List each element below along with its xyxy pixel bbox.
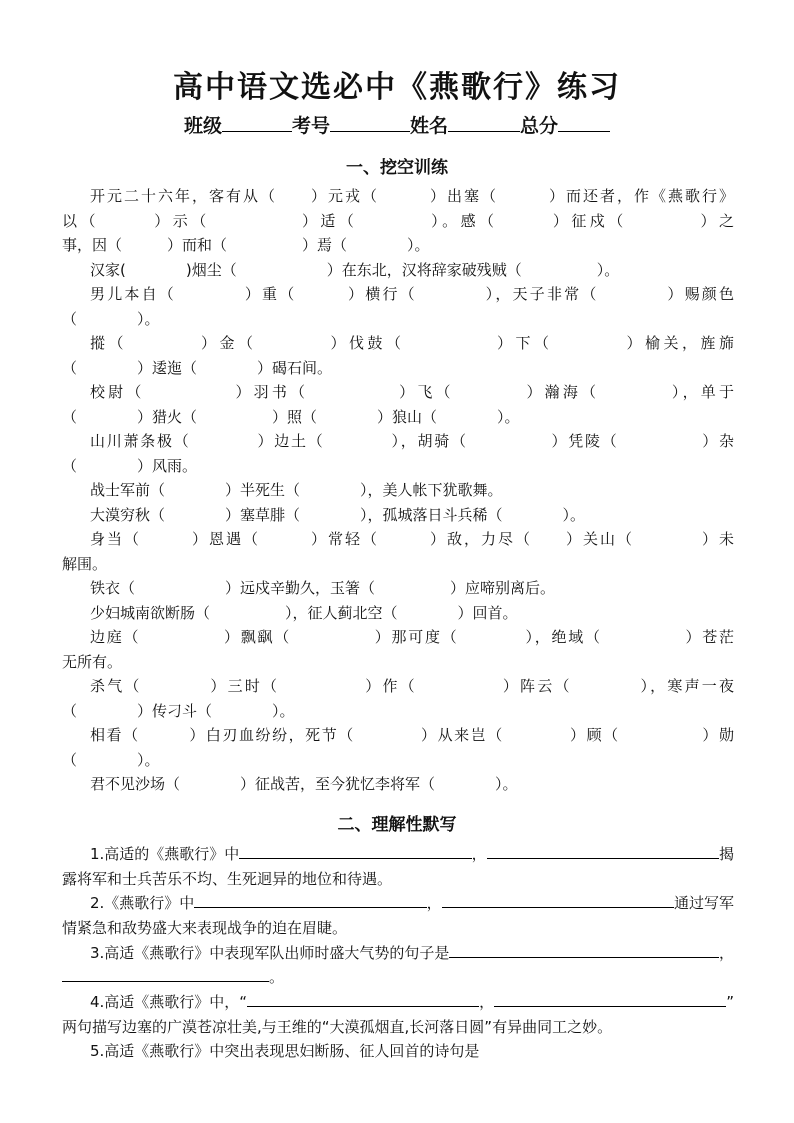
fill-blank-line: 汉家( )烟尘（ ）在东北，汉将辞家破残贼（ ）。: [90, 260, 620, 279]
question-1-text: 1.高适的《燕歌行》中: [90, 845, 240, 863]
score-label: 总分: [520, 115, 559, 137]
page-title: 高中语文选必中《燕歌行》练习: [173, 70, 621, 105]
question-2-text-end: 通过写军: [673, 894, 734, 912]
question-5-line: 5.高适《燕歌行》中突出表现思妇断肠、征人回首的诗句是: [90, 1042, 480, 1060]
fill-blank-line: 杀气（ ）三时（ ）作（ ）阵云（ ），寒声一夜: [90, 677, 734, 695]
question-4-blank-2[interactable]: [494, 992, 726, 1007]
fill-blank-line: （ ）逶迤（ ）碣石间。: [62, 358, 333, 377]
question-3-blank-2[interactable]: [62, 967, 269, 982]
fill-blank-line: 男儿本自（ ）重（ ）横行（ ），天子非常（ ）赐颜色: [90, 285, 734, 303]
score-blank[interactable]: [558, 113, 610, 132]
name-blank[interactable]: [448, 113, 520, 132]
fill-blank-line: （ ）猎火（ ）照（ ）狼山（ ）。: [62, 407, 520, 426]
fill-blank-line: （ ）风雨。: [62, 456, 198, 475]
fill-blank-line: 摐（ ）金（ ）伐鼓（ ）下（ ）榆关，旌旆: [90, 334, 734, 352]
fill-blank-line: 身当（ ）恩遇（ ）常轻（ ）敌，力尽（ ）关山（ ）未: [90, 530, 734, 548]
question-3-comma: ，: [718, 944, 734, 962]
question-3-line-2: [62, 966, 284, 987]
question-1-text-end: 揭: [718, 845, 734, 863]
fill-blank-line: 山川萧条极（ ）边土（ ），胡骑（ ）凭陵（ ）杂: [90, 432, 734, 450]
fill-blank-line: （ ）传刁斗（ ）。: [62, 701, 295, 720]
question-2-blank-2[interactable]: [442, 893, 674, 908]
question-4-comma: ，: [479, 993, 495, 1011]
fill-blank-line: 少妇城南欲断肠（ ），征人蓟北空（ ）回首。: [90, 603, 518, 622]
question-4-continuation: 两句描写边塞的广漠苍凉壮美,与王维的“大漠孤烟直,长河落日圆”有异曲同工之妙。: [62, 1018, 613, 1036]
question-1-continuation: 露将军和士兵苦乐不均、生死迥异的地位和待遇。: [62, 870, 393, 888]
question-2-blank-1[interactable]: [194, 893, 426, 908]
question-4-text: 4.高适《燕歌行》中，“: [90, 993, 248, 1011]
question-1-line: [90, 843, 734, 864]
class-blank[interactable]: [222, 113, 292, 132]
exam-no-label: 考号: [291, 115, 330, 137]
question-1-blank-2[interactable]: [487, 844, 719, 859]
section1-heading: 一、挖空训练: [346, 158, 448, 178]
fill-blank-line: 解围。: [62, 554, 108, 573]
fill-blank-line: 事，因（ ）而和（ ）焉（ ）。: [62, 236, 430, 254]
class-label: 班级: [183, 115, 222, 137]
question-3-line: [90, 942, 734, 963]
question-3-period: 。: [268, 968, 284, 986]
fill-blank-line: 以（ ）示（ ）适（ ）。感（ ）征戍（ ）之: [62, 211, 734, 230]
fill-blank-line: 大漠穷秋（ ）塞草腓（ ），孤城落日斗兵稀（ ）。: [90, 505, 586, 524]
question-4-line: [90, 991, 734, 1012]
question-3-text: 3.高适《燕歌行》中表现军队出师时盛大气势的句子是: [90, 944, 450, 962]
fill-blank-line: 开元二十六年，客有从（ ）元戎（ ）出塞（ ）而还者，作《燕歌行》: [90, 187, 734, 205]
fill-blank-line: 君不见沙场（ ）征战苦，至今犹忆李将军（ ）。: [90, 775, 518, 793]
section2-heading: 二、理解性默写: [337, 815, 457, 835]
fill-blank-line: 相看（ ）白刃血纷纷，死节（ ）从来岂（ ）顾（ ）勋: [90, 726, 734, 744]
question-1-blank-1[interactable]: [239, 844, 471, 859]
fill-blank-line: （ ）。: [62, 309, 160, 328]
exam-no-blank[interactable]: [330, 113, 410, 132]
question-3-blank-1[interactable]: [449, 943, 719, 958]
fill-blank-line: 战士军前（ ）半死生（ ），美人帐下犹歌舞。: [90, 481, 503, 499]
question-2-line: [90, 892, 734, 913]
question-4-blank-1[interactable]: [247, 992, 479, 1007]
question-2-comma: ，: [426, 894, 442, 912]
question-1-comma: ，: [471, 845, 487, 863]
question-2-text: 2.《燕歌行》中: [90, 894, 195, 912]
question-2-continuation: 情紧急和敌势盛大来表现战争的迫在眉睫。: [62, 919, 348, 937]
question-4-quote-end: ”: [726, 993, 735, 1011]
student-info-line: [0, 111, 794, 138]
fill-blank-line: 铁衣（ ）远戍辛勤久，玉箸（ ）应啼别离后。: [90, 579, 556, 597]
name-label: 姓名: [410, 115, 449, 137]
fill-blank-line: 无所有。: [62, 652, 123, 671]
fill-blank-line: （ ）。: [62, 750, 160, 769]
fill-blank-line: 校尉（ ）羽书（ ）飞（ ）瀚海（ ），单于: [90, 383, 734, 401]
fill-blank-line: 边庭（ ）飘飖（ ）那可度（ ），绝域（ ）苍茫: [90, 628, 734, 646]
